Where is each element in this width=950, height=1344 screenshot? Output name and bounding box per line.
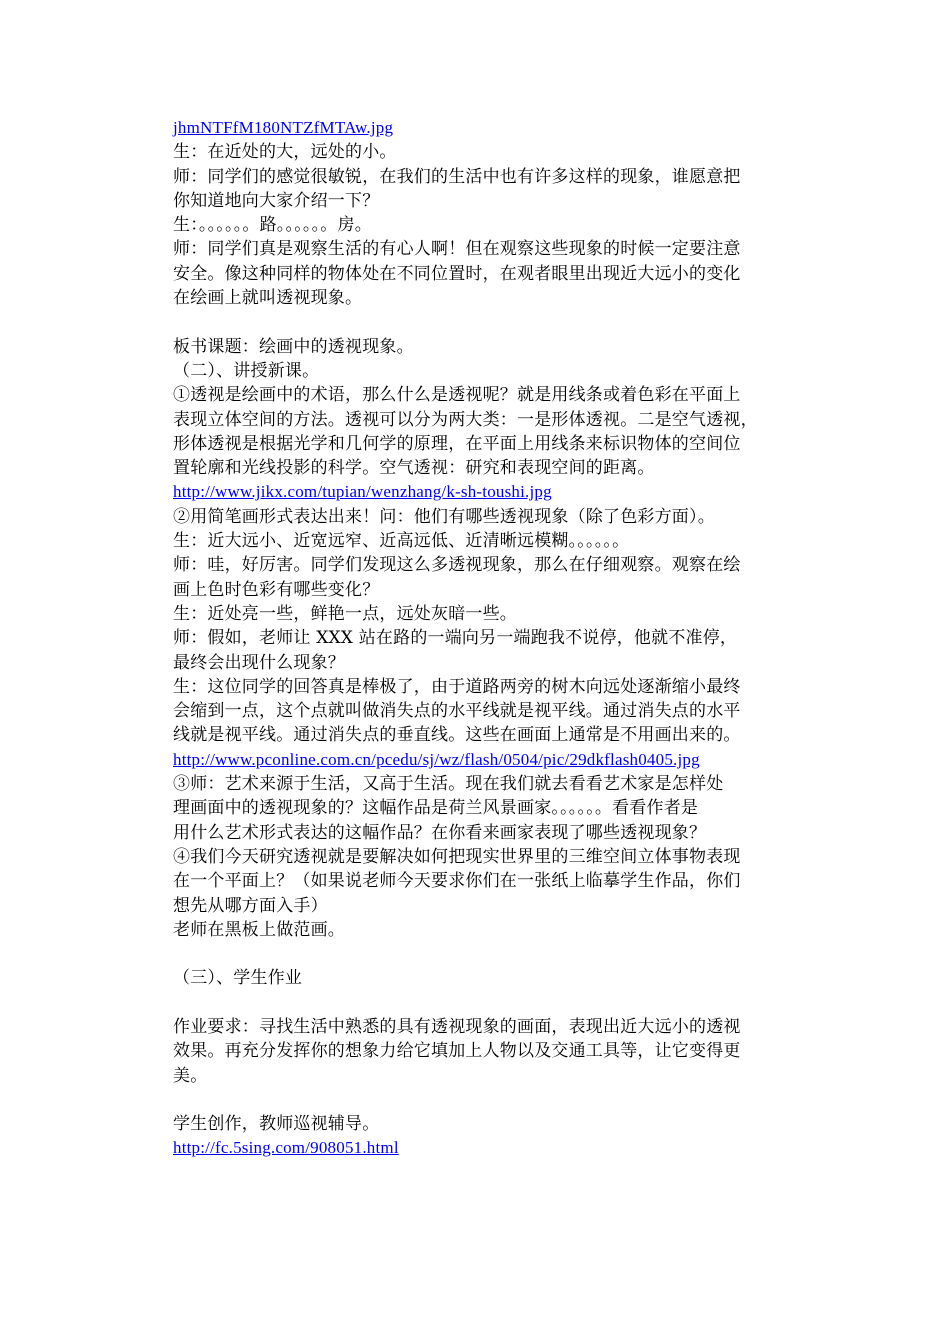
lesson-paragraph-cont: 置轮廓和光线投影的科学。空气透视：研究和表现空间的距离。	[173, 458, 655, 479]
document-page	[173, 116, 823, 1161]
lesson-paragraph-cont: 理画面中的透视现象的？这幅作品是荷兰风景画家。。。。。。看看作者是	[173, 798, 699, 819]
section-heading: （三）、学生作业	[173, 968, 303, 989]
teacher-line-cont: 你知道地向大家介绍一下？	[173, 190, 380, 211]
lesson-paragraph: ④我们今天研究透视就是要解决如何把现实世界里的三维空间立体事物表现	[173, 846, 741, 867]
teacher-line: 师：同学们真是观察生活的有心人啊！但在观察这些现象的时候一定要注意	[173, 239, 741, 260]
student-creation: 学生创作，教师巡视辅导。	[173, 1114, 380, 1135]
homework-requirement-cont: 效果。再充分发挥你的想象力给它填加上人物以及交通工具等，让它变得更	[173, 1041, 741, 1062]
student-answer-cont: 线就是视平线。通过消失点的垂直线。这些在画面上通常是不用画出来的。	[173, 725, 741, 746]
image-link[interactable]: jhmNTFfM180NTZfMTAw.jpg	[173, 118, 394, 137]
lesson-paragraph-cont: 在一个平面上？（如果说老师今天要求你们在一张纸上临摹学生作品，你们	[173, 871, 741, 892]
homework-requirement-cont: 美。	[173, 1065, 208, 1086]
image-link[interactable]: http://www.jikx.com/tupian/wenzhang/k-sh-toushi.jpg	[173, 482, 552, 502]
homework-requirement: 作业要求：寻找生活中熟悉的具有透视现象的画面，表现出近大远小的透视	[173, 1016, 741, 1037]
teacher-line-cont: 安全。像这种同样的物体处在不同位置时，在观者眼里出现近大远小的变化	[173, 263, 741, 284]
lesson-paragraph-cont: 形体透视是根据光学和几何学的原理，在平面上用线条来标识物体的空间位	[173, 433, 741, 454]
blank-line	[173, 1088, 823, 1112]
teacher-line-cont: 在绘画上就叫透视现象。	[173, 288, 363, 309]
section-heading: （二）、讲授新课。	[173, 360, 320, 381]
teacher-line: 师：同学们的感觉很敏锐，在我们的生活中也有许多这样的现象，谁愿意把	[173, 166, 741, 187]
blank-line	[173, 310, 823, 334]
board-title: 板书课题：绘画中的透视现象。	[173, 336, 414, 357]
blank-line	[173, 942, 823, 966]
lesson-paragraph: ③师：艺术来源于生活，又高于生活。现在我们就去看看艺术家是怎样处	[173, 774, 724, 795]
student-answer: 生：近大远小、近宽远窄、近高远低、近清晰远模糊。。。。。。	[173, 531, 630, 552]
teacher-line-cont: 画上色时色彩有哪些变化？	[173, 579, 380, 600]
lesson-paragraph-cont: 表现立体空间的方法。透视可以分为两大类：一是形体透视。二是空气透视，	[173, 409, 758, 430]
lesson-paragraph: ②用简笔画形式表达出来！问：他们有哪些透视现象（除了色彩方面）。	[173, 506, 715, 527]
image-link[interactable]: http://www.pconline.com.cn/pcedu/sj/wz/flash/0504/pic/29dkflash0405.jpg	[173, 749, 700, 769]
teacher-line: 师：假如，老师让 XXX 站在路的一端向另一端跑我不说停，他就不准停，	[173, 628, 738, 649]
student-answer: 生：在近处的大，远处的小。	[173, 142, 397, 163]
student-answer-cont: 会缩到一点，这个点就叫做消失点的水平线就是视平线。通过消失点的水平	[173, 701, 741, 722]
blank-line	[173, 991, 823, 1015]
student-answer: 生：。。。。。。路。。。。。。房。	[173, 215, 372, 236]
lesson-paragraph-cont: 用什么艺术形式表达的这幅作品？在你看来画家表现了哪些透视现象？	[173, 822, 707, 843]
teacher-line: 师：哇，好厉害。同学们发现这么多透视现象，那么在仔细观察。观察在绘	[173, 555, 741, 576]
music-link[interactable]: http://fc.5sing.com/908051.html	[173, 1138, 399, 1158]
student-answer: 生：这位同学的回答真是棒极了，由于道路两旁的树木向远处逐渐缩小最终	[173, 676, 741, 697]
lesson-paragraph-cont: 想先从哪方面入手）	[173, 895, 328, 916]
teacher-line-cont: 最终会出现什么现象？	[173, 652, 345, 673]
student-answer: 生：近处亮一些，鲜艳一点，远处灰暗一些。	[173, 603, 517, 624]
teacher-demo: 老师在黑板上做范画。	[173, 919, 345, 940]
lesson-paragraph: ①透视是绘画中的术语，那么什么是透视呢？就是用线条或着色彩在平面上	[173, 385, 741, 406]
